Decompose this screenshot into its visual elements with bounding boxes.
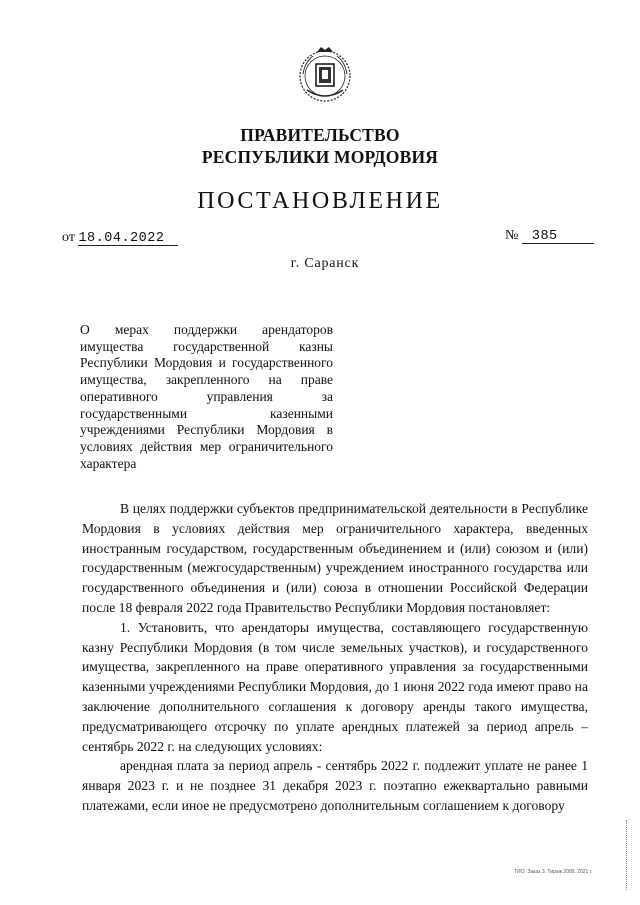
margin-mark (626, 820, 629, 890)
document-type-title: ПОСТАНОВЛЕНИЕ (197, 188, 443, 214)
date-line (62, 230, 178, 246)
org-name-line2: РЕСПУБЛИКИ МОРДОВИЯ (201, 147, 439, 167)
number-line (505, 228, 594, 244)
coat-of-arms-emblem-icon (295, 44, 355, 104)
body-paragraph-3: арендная плата за период апрель - сентябрь 2022 г. подлежит уплате не ранее 1 января 2023 г. и не позднее 31 декабря 2023 г. поэтапно ежеквартально равными платежами, если иное не предусмотрено дополнительным соглашением к договору (82, 758, 588, 813)
print-mark: ТИО. Заказ 3. Тираж 2000. 2021 г. (514, 869, 593, 875)
date-prefix: от (62, 230, 75, 245)
document-subject: О мерах поддержки арендаторов имущества государственной казны Республики Мордовия и государственного имущества, закрепленного на праве оперативного управления за государственными казенными учреждениями Республики Мордовия в условиях действия мер ограничительного характера (80, 322, 333, 471)
number-value: 385 (522, 230, 594, 244)
number-prefix: № (505, 228, 519, 243)
city-name: г. Саранск (290, 256, 360, 271)
org-name-line1: ПРАВИТЕЛЬСТВО (240, 125, 400, 145)
body-paragraph-2: 1. Установить, что арендаторы имущества, составляющего государственную казну Республики Мордовия (в том числе земельных участков), и государственного имущества, закрепленного на праве оперативного управления за государственными казенными учреждениями Республики Мордовия, до 1 июня 2022 года имеют право на заключение дополнительного соглашения к договору аренды такого имущества, предусматривающего отсрочку по уплате арендных платежей за период апрель – сентябрь 2022 г. на следующих условиях: (82, 619, 588, 754)
body-paragraph-1: В целях поддержки субъектов предпринимательской деятельности в Республике Мордовия в условиях действия мер ограничительного характера, введенных иностранным государством, государственным объединением и (или) союзом и (или) государственным (межгосударственным) учреждением иностранного государства или государственного объединения и (или) союза в отношении Российской Федерации после 18 февраля 2022 года Правительство Республики Мордовия постановляет: (82, 501, 588, 615)
date-value: 18.04.2022 (78, 232, 178, 246)
document-body (82, 499, 588, 816)
